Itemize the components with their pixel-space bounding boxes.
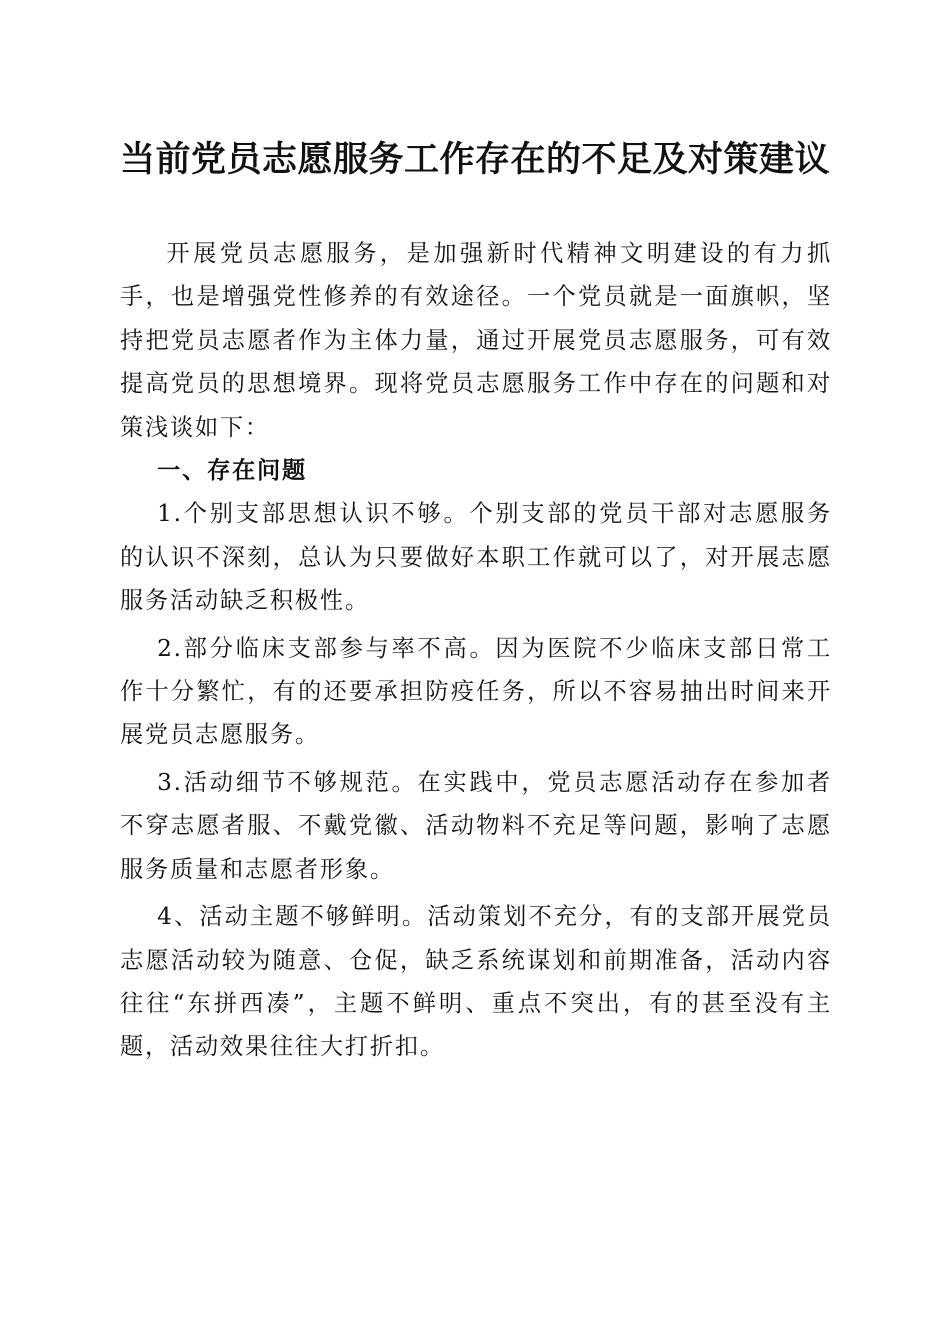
problem-item-4: 4、活动主题不够鲜明。活动策划不充分，有的支部开展党员志愿活动较为随意、仓促，缺乏系统谋划和前期准备，活动内容往往“东拼西凑”，主题不鲜明、重点不突出，有的甚至没有主题，活动效果往往大打折扣。: [120, 903, 832, 1061]
intro-paragraph: 开展党员志愿服务，是加强新时代精神文明建设的有力抓手，也是增强党性修养的有效途径。一个党员就是一面旗帜，坚持把党员志愿者作为主体力量，通过开展党员志愿服务，可有效提高党员的思想境界。现将党员志愿服务工作中存在的问题和对策浅谈如下：: [120, 240, 832, 441]
problem-item-3: 3.活动细节不够规范。在实践中，党员志愿活动存在参加者不穿志愿者服、不戴党徽、活动物料不充足等问题，影响了志愿服务质量和志愿者形象。: [120, 768, 832, 883]
problem-item-2: 2.部分临床支部参与率不高。因为医院不少临床支部日常工作十分繁忙，有的还要承担防疫任务，所以不容易抽出时间来开展党员志愿服务。: [120, 634, 832, 749]
document-title: 当前党员志愿服务工作存在的不足及对策建议: [119, 139, 830, 180]
document-body: [120, 232, 832, 1073]
section-heading: 一、存在问题: [157, 457, 308, 485]
problem-item-1: 1.个别支部思想认识不够。个别支部的党员干部对志愿服务的认识不深刻，总认为只要做好本职工作就可以了，对开展志愿服务活动缺乏积极性。: [120, 500, 832, 615]
